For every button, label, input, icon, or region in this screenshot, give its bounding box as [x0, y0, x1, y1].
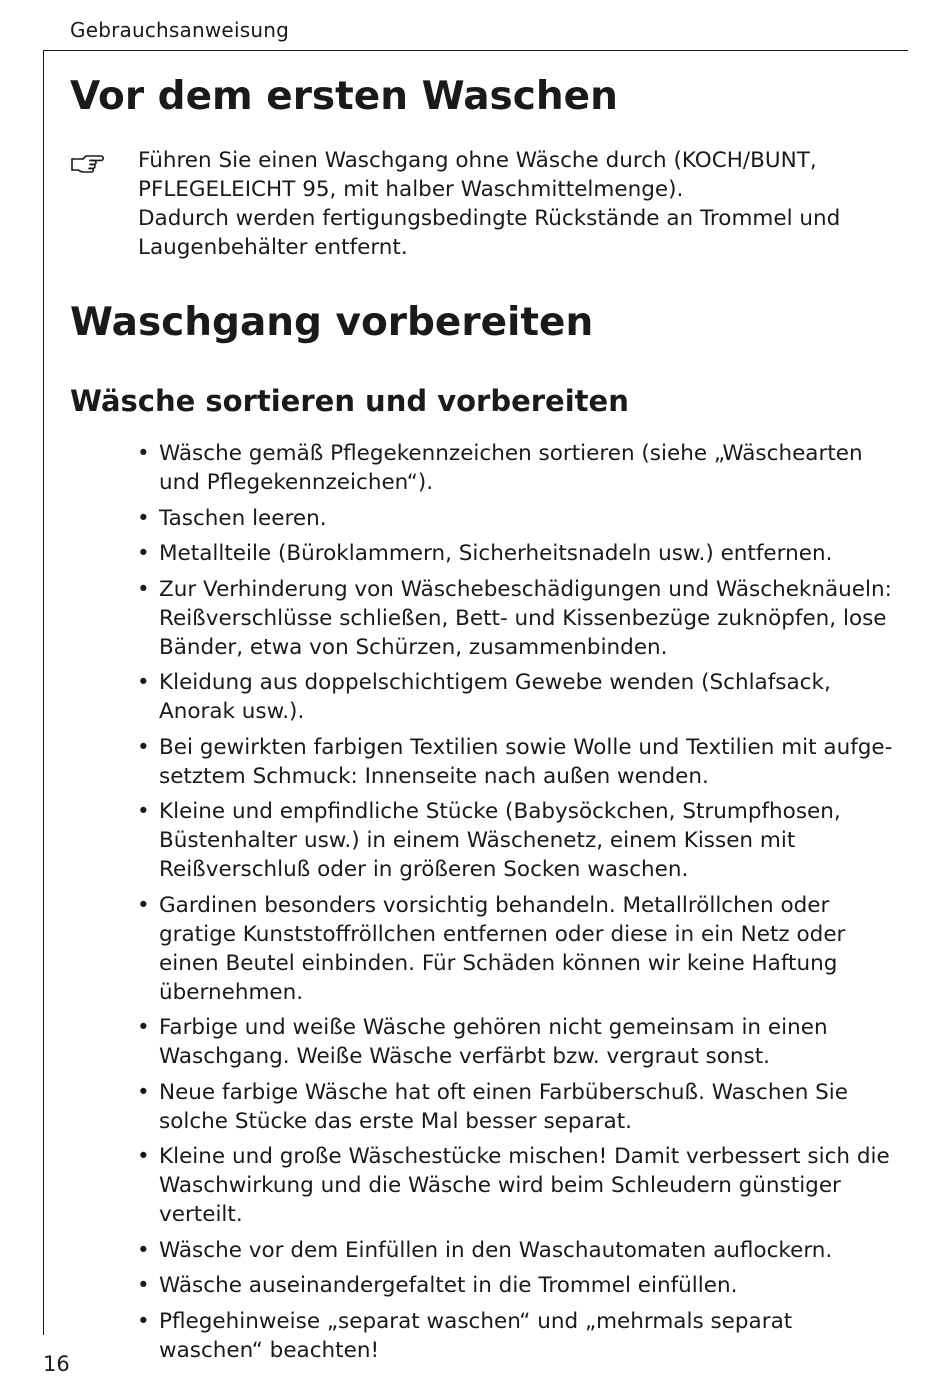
- left-rule: [43, 50, 44, 1335]
- list-item: [134, 1307, 894, 1365]
- list-item: [134, 575, 894, 662]
- bullet-dot: •: [137, 541, 150, 566]
- top-rule: [43, 50, 908, 51]
- list-item: [134, 1142, 894, 1229]
- list-item: [134, 539, 894, 568]
- list-item-text: Neue farbige Wäsche hat oft einen Farbüberschuß. Waschen Sie solche Stücke das erste Mal besser separat.: [159, 1079, 848, 1134]
- list-item-text: Wäsche gemäß Pflegekennzeichen sortieren (siehe „Wäschearten und Pflegekennzeichen“).: [159, 441, 863, 495]
- list-item: [134, 504, 894, 533]
- list-item-text: Kleine und empfindliche Stücke (Babysöckchen, Strumpfhosen, Büstenhalter usw.) in einem Wäschenetz, einem Kissen mit Reißverschluß oder in größeren Socken waschen.: [159, 799, 841, 882]
- list-item: [134, 797, 894, 884]
- list-item: [134, 1013, 894, 1071]
- bullet-dot: •: [137, 576, 150, 602]
- note-explanation: Dadurch werden fertigungsbedingte Rückstände an Trommel und Laugenbehälter entfernt.: [138, 206, 841, 260]
- list-item-text: Farbige und weiße Wäsche gehören nicht gemeinsam in einen Waschgang. Weiße Wäsche verfärbt bzw. vergraut sonst.: [159, 1015, 828, 1069]
- bullet-dot: •: [137, 1079, 150, 1105]
- list-item-text: Metallteile (Büroklammern, Sicherheitsnadeln usw.) entfernen.: [159, 541, 833, 566]
- running-header: Gebrauchsanweisung: [70, 18, 289, 42]
- bullet-dot: •: [137, 1308, 150, 1334]
- note-text: [138, 146, 898, 262]
- bullet-dot: •: [137, 1015, 150, 1040]
- list-item: [134, 1271, 894, 1300]
- list-item-text: Bei gewirkten farbigen Textilien sowie Wolle und Textilien mit aufgesetztem Schmuck: Innenseite nach außen wenden.: [159, 734, 893, 789]
- list-item-text: Wäsche auseinandergefaltet in die Trommel einfüllen.: [159, 1273, 738, 1298]
- section-title-first-wash: Vor dem ersten Waschen: [70, 74, 618, 119]
- subsection-title-sorting: Wäsche sortieren und vorbereiten: [70, 384, 629, 418]
- list-item: [134, 1236, 894, 1265]
- bullet-dot: •: [137, 892, 150, 918]
- bullet-dot: •: [137, 734, 150, 760]
- section-title-prepare: Waschgang vorbereiten: [70, 300, 594, 345]
- list-item: [134, 1078, 894, 1136]
- list-item-text: Gardinen besonders vorsichtig behandeln. Metallröllchen oder gratige Kunststoffröllchen entfernen oder diese in ein Netz oder einen Beutel einbinden. Für Schäden können wir keine Haftung übernehmen.: [159, 892, 846, 1005]
- list-item-text: Pflegehinweise „separat waschen“ und „mehrmals separat waschen“ beachten!: [159, 1308, 793, 1363]
- list-item: [134, 668, 894, 726]
- bullet-dot: •: [137, 1273, 150, 1298]
- bullet-dot: •: [137, 670, 150, 695]
- pointing-hand-icon: [70, 150, 104, 174]
- list-item-text: Wäsche vor dem Einfüllen in den Waschautomaten auflockern.: [159, 1237, 833, 1263]
- bullet-dot: •: [137, 505, 150, 531]
- list-item-text: Zur Verhinderung von Wäschebeschädigungen und Wäscheknäueln: Reißverschlüsse schließen, Bett- und Kissenbezüge zuknöpfen, lose Bänder, etwa von Schürzen, zusammenbinden.: [159, 576, 892, 660]
- list-item: [134, 439, 894, 497]
- bullet-dot: •: [137, 1237, 150, 1263]
- bullet-list: [134, 439, 894, 1371]
- list-item-text: Taschen leeren.: [159, 505, 327, 531]
- list-item-text: Kleidung aus doppelschichtigem Gewebe wenden (Schlafsack, Anorak usw.).: [159, 670, 831, 724]
- bullet-dot: •: [137, 799, 150, 824]
- bullet-dot: •: [137, 441, 150, 466]
- list-item: [134, 891, 894, 1007]
- bullet-dot: •: [137, 1144, 150, 1169]
- list-item: [134, 733, 894, 791]
- note-instruction: Führen Sie einen Waschgang ohne Wäsche durch (KOCH/BUNT, PFLEGELEICHT 95, mit halber Waschmittelmenge).: [138, 148, 817, 202]
- list-item-text: Kleine und große Wäschestücke mischen! Damit verbessert sich die Waschwirkung und die Wäsche wird beim Schleudern günstiger verteilt.: [159, 1144, 890, 1227]
- page-number: 16: [43, 1352, 70, 1376]
